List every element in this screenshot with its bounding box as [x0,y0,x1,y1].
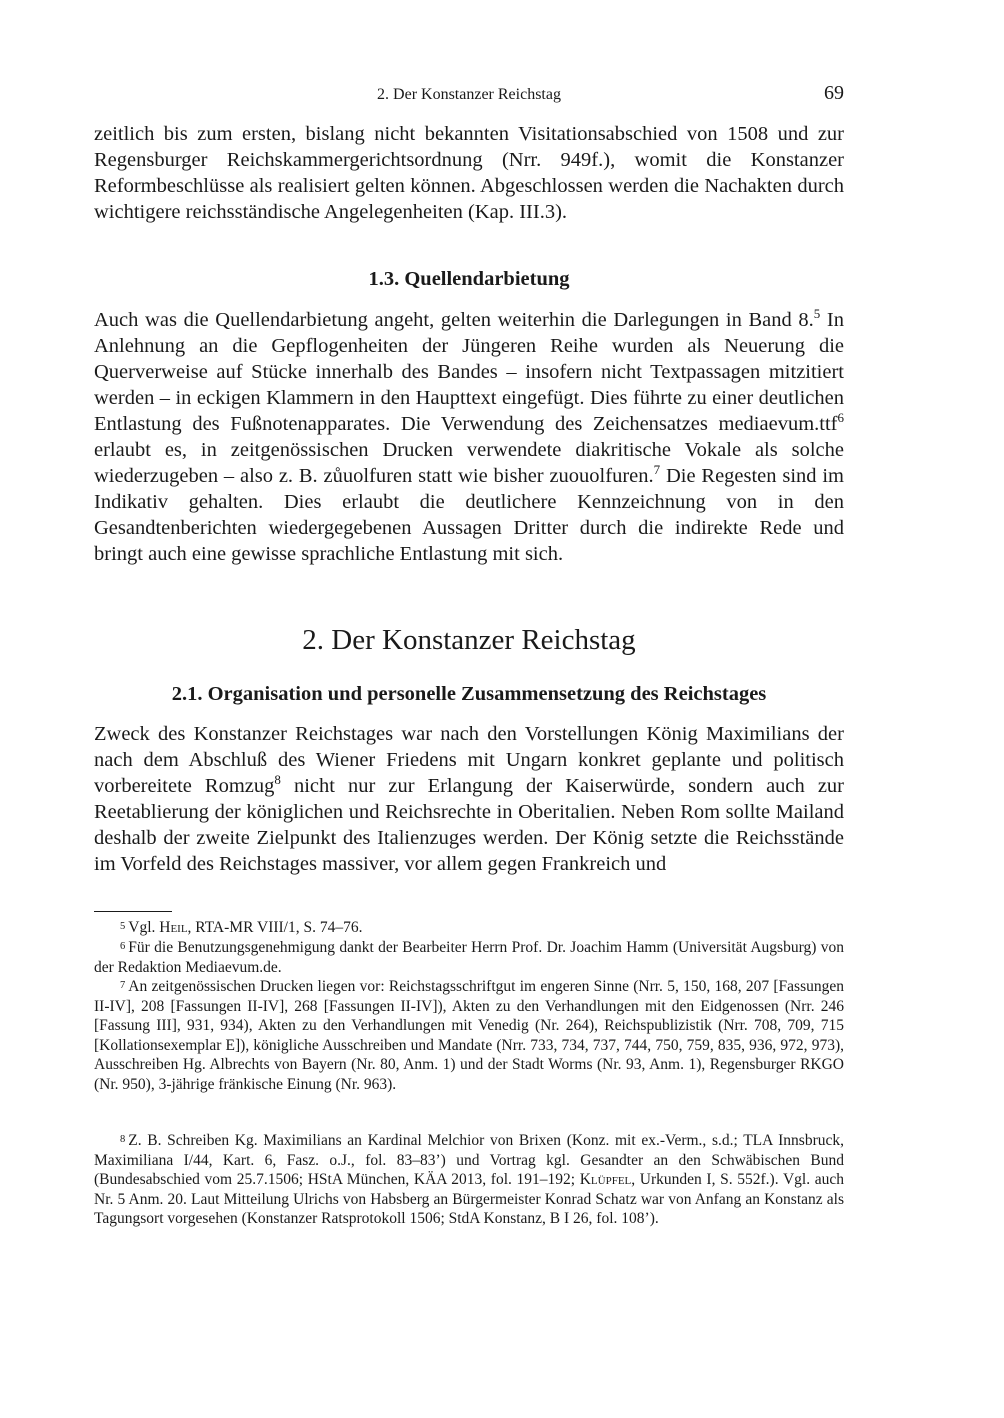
running-header [94,82,844,108]
author-name: Heil [159,919,188,936]
footnote-text: Z. B. Schreiben Kg. Maximilians an Kardinal Melchior von Brixen (Konz. mit ex.-Verm., s.d.; TLA Innsbruck, Maximiliana I/44, Kart. 6, Fasz. o.J., fol. 83–83’) und Vortrag kgl. Gesandter an den Schwäbischen Bund (Bundesabschied vom 25.7.1506; HStA München, KÄA 2013, fol. 191–192; [94,1132,844,1189]
footnote-6 [94,937,844,977]
section-heading-2-1: 2.1. Organisation und personelle Zusammensetzung des Reichstages [171,683,767,705]
text-run: Die Regesten sind im Indikativ gehalten. Dies erlaubt die deutlichere Kennzeichnung von in den Gesandtenberichten wiedergegebenen Aussagen Dritter durch die indirekte Rede und bringt auch eine gewisse sprachliche Entlastung mit sich. [94,465,845,565]
section-2-1-paragraph [94,721,844,877]
text-run: Auch was die Quellendarbietung angeht, gelten weiterhin die Darlegungen in Band 8. [94,309,814,331]
footnote-8 [94,1130,844,1229]
footnote-mark: 6 [120,941,126,952]
text-run: erlaubt es, in zeitgenössischen Drucken verwendete diakritische Vokale als solche wiederzugeben – also z. B. zůuolfuren statt wie bisher zuouolfuren. [94,439,844,487]
footnote-ref-5: 5 [813,306,821,322]
footnote-separator [94,911,172,912]
text-run: nicht nur zur Erlangung der Kaiserwürde, sondern auch zur Reetablierung der königlichen und Reichsrechte in Oberitalien. Neben Rom sollte Mailand deshalb der zweite Zielpunkt des Italienzuges werden. Der König setzte die Reichsstände im Vorfeld des Reichstages massiver, vor allem gegen Frankreich und [94,775,844,875]
chapter-heading: 2. Der Konstanzer Reichstag [302,624,636,656]
footnote-text: Für die Benutzungsgenehmigung dankt der Bearbeiter Herrn Prof. Dr. Joachim Hamm (Universität Augsburg) von der Redaktion Mediaevum.de. [94,939,844,976]
footnote-text: , RTA-MR VIII/1, S. 74–76. [187,919,363,936]
footnote-ref-7: 7 [653,462,661,478]
author-name: Klüpfel [579,1171,632,1189]
page-number: 69 [824,82,844,104]
footnote-ref-6: 6 [837,410,844,426]
footnote-text: An zeitgenössischen Drucken liegen vor: Reichstagsschriftgut im engeren Sinne (Nrr. 5, 150, 168, 207 [Fassungen II-IV], 208 [Fassungen II-IV], 268 [Fassungen II-IV]), Akten zu den Verhandlungen mit den Eidgenossen (Nrr. 246 [Fassung III], 931, 934), Akten zu den Verhandlungen mit Venedig (Nr. 264), Reichspublizistik (Nrr. 708, 709, 715 [Kollationsexemplar E]), königliche Ausschreiben und Mandate (Nrr. 733, 734, 737, 744, 750, 759, 835, 936, 972, 973), Ausschreiben Hg. Albrechts von Bayern (Nr. 80, Anm. 1) und der Stadt Worms (Nr. 93, Anm. 1), Regensburger RKGO (Nr. 950), 3-jährige fränkische Einung (Nr. 963). [94,978,844,1093]
footnote-7 [94,976,844,1095]
footnote-5 [94,917,844,938]
section-1-3-paragraph [94,307,844,567]
footnote-ref-8: 8 [274,772,281,788]
text-run: Zweck des Konstanzer Reichstages war nach den Vorstellungen König Maximilians der nach dem Abschluß des Wiener Friedens mit Ungarn konkret geplante und politisch vorbereitete Romzug [94,723,844,797]
footnote-text: Vgl. [128,919,160,936]
footnote-mark: 5 [120,921,126,932]
footnote-text: , Urkunden I, S. 552f.). Vgl. auch Nr. 5 Anm. 20. Laut Mitteilung Ulrichs von Habsberg an Bürgermeister Konrad Schatz war von Anfang an Konstanz als Tagungsort vorgesehen (Konstanzer Ratsprotokoll 1506; StdA Konstanz, B I 26, fol. 108’). [94,1171,844,1228]
footnote-mark: 8 [120,1134,126,1145]
running-title: 2. Der Konstanzer Reichstag [377,86,561,103]
text-run: In Anlehnung an die Gepflogenheiten der Jüngeren Reihe wurden als Neuerung die Querverweise auf Stücke innerhalb des Bandes – insofern nicht Textpassagen mitzitiert werden – in eckigen Klammern in den Haupttext eingefügt. Dies führte zu einer deutlichen Entlastung des Fußnotenapparates. Die Verwendung des Zeichensatzes mediaevum.ttf [94,309,845,435]
section-heading-1-3: 1.3. Quellendarbietung [368,268,570,290]
footnote-mark: 7 [120,980,126,991]
intro-paragraph: zeitlich bis zum ersten, bislang nicht bekannten Visitationsabschied von 1508 und zur Regensburger Reichskammergerichtsordnung (Nrr. 949f.), womit die Konstanzer Reformbeschlüsse als realisiert gelten können. Abgeschlossen werden die Nachakten durch wichtigere reichsständische Angelegenheiten (Kap. III.3). [94,123,844,223]
